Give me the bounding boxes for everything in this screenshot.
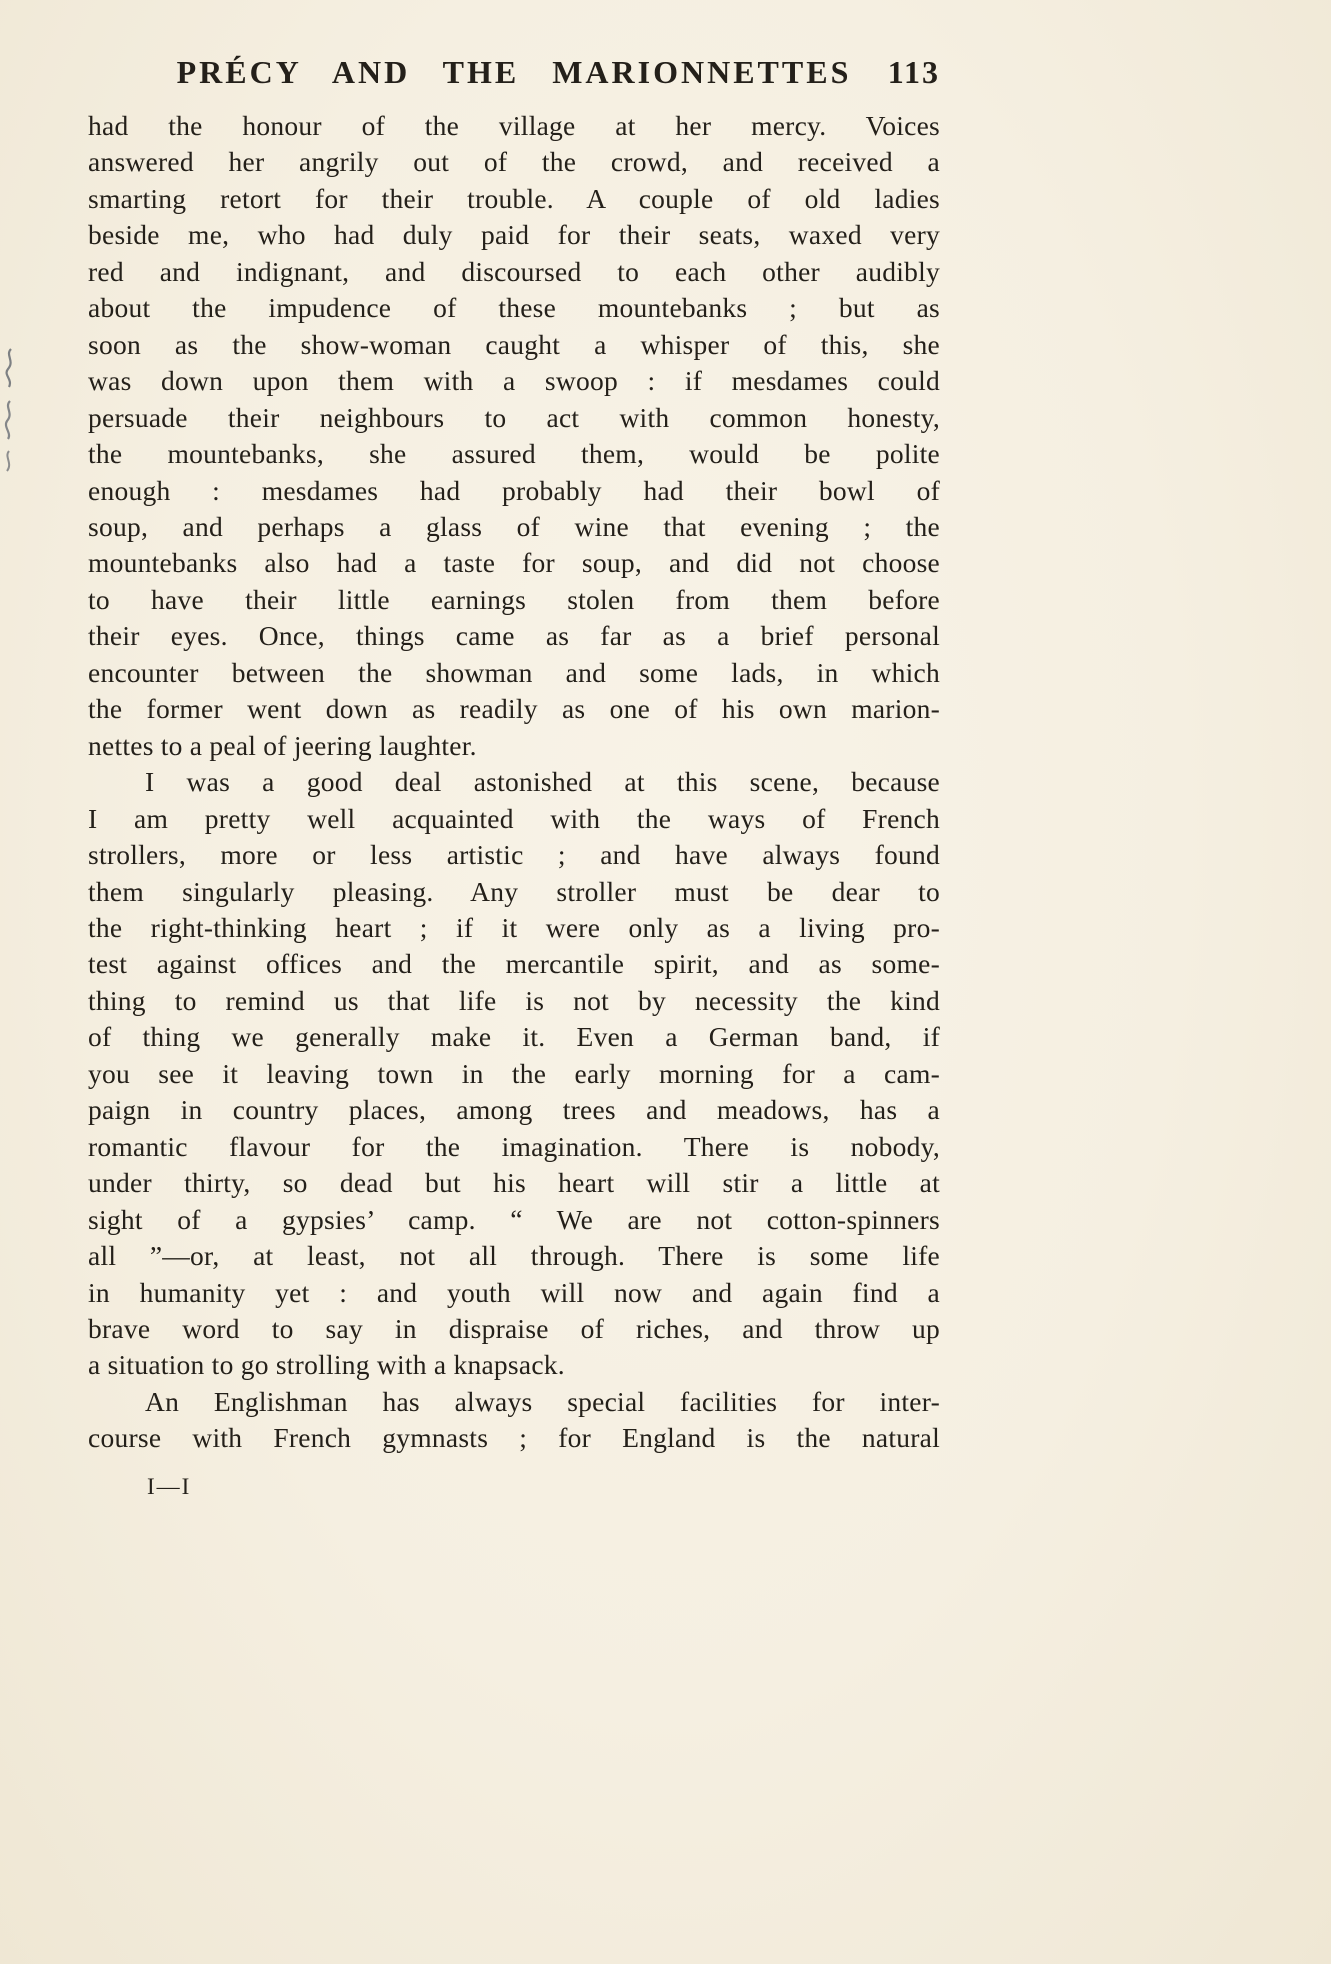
text-line: An Englishman has always special facilities for inter- (145, 1385, 940, 1417)
text-line: was down upon them with a swoop : if mesdames could (88, 365, 940, 397)
text-line: sight of a gypsies’ camp. “ We are not cotton-spinners (88, 1203, 940, 1235)
text-line: you see it leaving town in the early morning for a cam- (88, 1057, 940, 1089)
text-line: I was a good deal astonished at this scene, because (145, 766, 940, 798)
text-line: smarting retort for their trouble. A couple of old ladies (88, 182, 940, 214)
text-line: persuade their neighbours to act with common honesty, (88, 401, 940, 433)
text-line: I am pretty well acquainted with the ways of French (88, 802, 940, 834)
text-line: in humanity yet : and youth will now and again find a (88, 1276, 940, 1308)
text-line: paign in country places, among trees and meadows, has a (88, 1094, 940, 1126)
text-line: their eyes. Once, things came as far as a brief personal (88, 620, 940, 652)
text-line: beside me, who had duly paid for their seats, waxed very (88, 219, 940, 251)
text-line: thing to remind us that life is not by necessity the kind (88, 984, 940, 1016)
text-line: the former went down as readily as one of his own marion- (88, 693, 940, 725)
paragraph (88, 764, 940, 1384)
text-line: the mountebanks, she assured them, would be polite (88, 438, 940, 470)
text-line: nettes to a peal of jeering laughter. (88, 729, 477, 761)
page-number: 113 (887, 54, 940, 90)
text-line: soup, and perhaps a glass of wine that evening ; the (88, 510, 940, 542)
text-line: them singularly pleasing. Any stroller must be dear to (88, 875, 940, 907)
margin-ink-mark (1, 345, 21, 480)
text-line: had the honour of the village at her mercy. Voices (88, 110, 940, 141)
text-line: about the impudence of these mountebanks ; but as (88, 292, 940, 324)
page-body (88, 108, 940, 1457)
text-line: strollers, more or less artistic ; and have always found (88, 839, 940, 871)
text-line: the right-thinking heart ; if it were only as a living pro- (88, 911, 940, 943)
text-line: romantic flavour for the imagination. There is nobody, (88, 1130, 940, 1162)
paragraph (88, 108, 940, 764)
text-line: of thing we generally make it. Even a German band, if (88, 1021, 940, 1053)
text-line: enough : mesdames had probably had their bowl of (88, 474, 940, 506)
text-line: to have their little earnings stolen from them before (88, 583, 940, 615)
text-line: under thirty, so dead but his heart will stir a little at (88, 1167, 940, 1199)
text-line: mountebanks also had a taste for soup, and did not choose (88, 547, 940, 579)
running-head-title: PRÉCY AND THE MARIONNETTES (176, 54, 852, 90)
text-line: encounter between the showman and some lads, in which (88, 656, 940, 688)
text-line: answered her angrily out of the crowd, and received a (88, 146, 940, 178)
signature-mark: I—I (147, 1474, 192, 1499)
text-line: course with French gymnasts ; for England is the natural (88, 1422, 940, 1454)
text-line: brave word to say in dispraise of riches, and throw up (88, 1312, 940, 1344)
text-line: soon as the show-woman caught a whisper of this, she (88, 328, 940, 360)
text-line: a situation to go strolling with a knapsack. (88, 1349, 565, 1381)
text-line: all ”—or, at least, not all through. There is some life (88, 1240, 940, 1272)
text-line: test against offices and the mercantile spirit, and as some- (88, 948, 940, 980)
page-header (88, 54, 940, 91)
text-line: red and indignant, and discoursed to each other audibly (88, 255, 940, 287)
paragraph (88, 1384, 940, 1457)
